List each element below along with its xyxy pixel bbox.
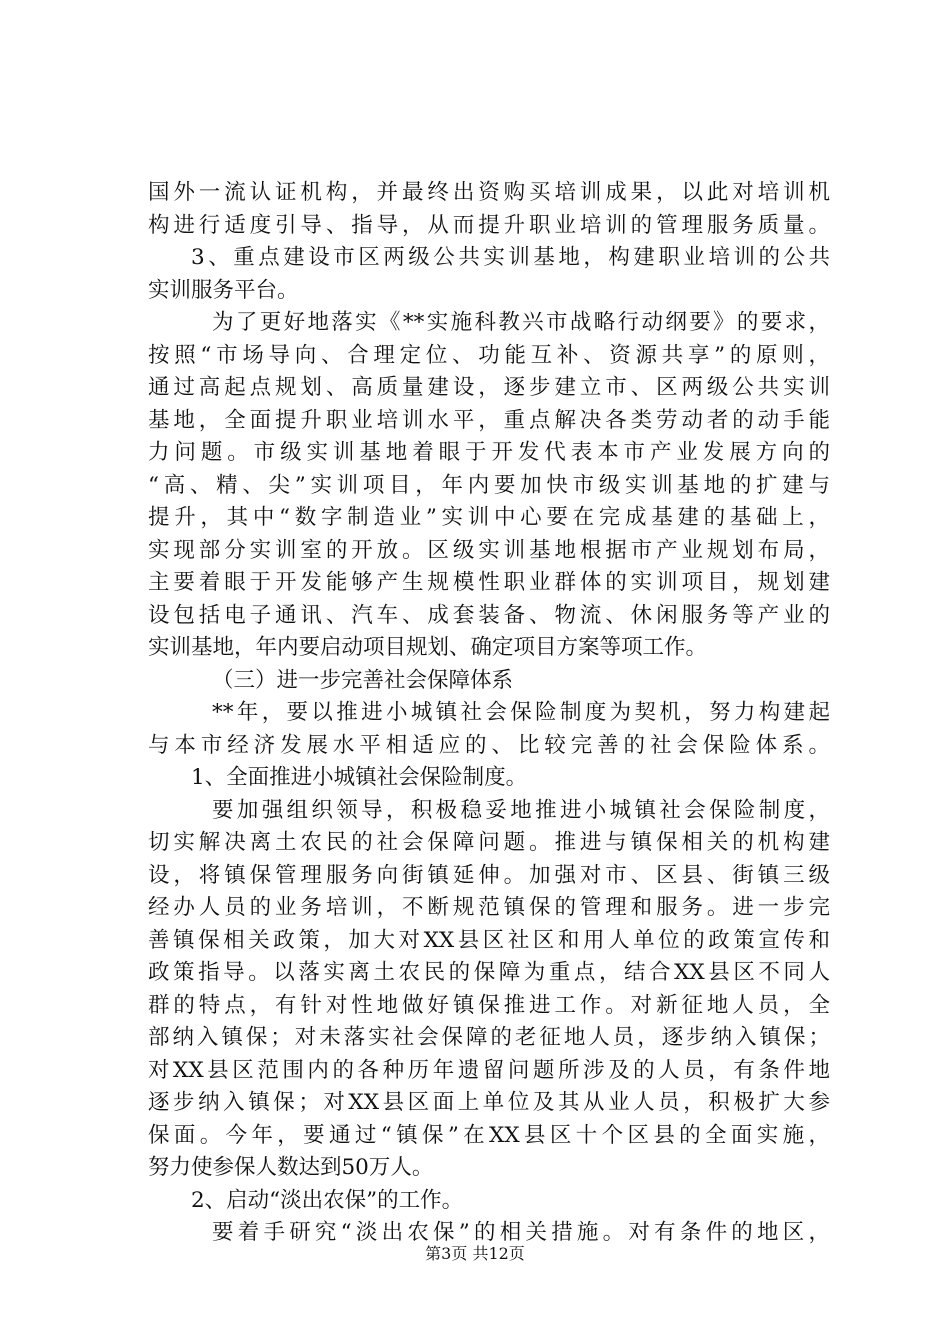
- text-line: 善镇保相关政策，加大对XX县区社区和用人单位的政策宣传和: [148, 927, 830, 953]
- page-number: 第3页 共12页: [425, 1244, 525, 1263]
- text-line: 经办人员的业务培训，不断规范镇保的管理和服务。进一步完: [148, 895, 830, 920]
- text-line: 群的特点，有针对性地做好镇保推进工作。对新征地人员，全: [148, 992, 830, 1018]
- text-line: 努力使参保人数达到50万人。: [148, 1155, 434, 1180]
- subheading: 1、全面推进小城镇社会保险制度。: [191, 765, 528, 790]
- text-line: 保面。今年，要通过“镇保”在XX县区十个区县的全面实施，: [148, 1122, 830, 1148]
- text-line: 实训服务平台。: [148, 277, 299, 303]
- text-line: 对XX县区范围内的各种历年遗留问题所涉及的人员，有条件地: [148, 1057, 830, 1083]
- text-line: “高、精、尖”实训项目，年内要加快市级实训基地的扩建与: [148, 472, 830, 498]
- text-line: 政策指导。以落实离土农民的保障为重点，结合XX县区不同人: [148, 960, 830, 985]
- text-line: 主要着眼于开发能够产生规模性职业群体的实训项目，规划建: [148, 570, 830, 595]
- text-line: 要着手研究“淡出农保”的相关措施。对有条件的地区，: [212, 1220, 830, 1245]
- text-line: 按照“市场导向、合理定位、功能互补、资源共享”的原则，: [148, 342, 830, 368]
- text-line: 设包括电子通讯、汽车、成套装备、物流、休闲服务等产业的: [148, 602, 830, 628]
- text-line: 要加强组织领导，积极稳妥地推进小城镇社会保险制度，: [212, 797, 830, 823]
- section-heading: （三）进一步完善社会保障体系: [212, 667, 514, 693]
- text-line: 切实解决离土农民的社会保障问题。推进与镇保相关的机构建: [148, 830, 830, 855]
- text-line: 为了更好地落实《**实施科教兴市战略行动纲要》的要求，: [212, 310, 830, 335]
- text-line: 力问题。市级实训基地着眼于开发代表本市产业发展方向的: [148, 440, 830, 465]
- text-line: 实训基地，年内要启动项目规划、确定项目方案等项工作。: [148, 635, 708, 660]
- text-line: 逐步纳入镇保；对XX县区面上单位及其从业人员，积极扩大参: [148, 1090, 830, 1115]
- text-line: 设，将镇保管理服务向街镇延伸。加强对市、区县、街镇三级: [148, 862, 830, 888]
- text-line: 构进行适度引导、指导，从而提升职业培训的管理服务质量。: [148, 212, 830, 238]
- document-body: [148, 177, 830, 1250]
- text-line: 3、重点建设市区两级公共实训基地，构建职业培训的公共: [191, 245, 830, 270]
- text-line: 通过高起点规划、高质量建设，逐步建立市、区两级公共实训: [148, 375, 830, 400]
- text-line: 国外一流认证机构，并最终出资购买培训成果，以此对培训机: [148, 180, 830, 205]
- text-line: 基地，全面提升职业培训水平，重点解决各类劳动者的动手能: [148, 407, 830, 433]
- text-line: 部纳入镇保；对未落实社会保障的老征地人员，逐步纳入镇保；: [148, 1025, 830, 1050]
- text-line: 提升，其中“数字制造业”实训中心要在完成基建的基础上，: [148, 505, 830, 530]
- text-line: 与本市经济发展水平相适应的、比较完善的社会保险体系。: [148, 732, 830, 758]
- text-line: 实现部分实训室的开放。区级实训基地根据市产业规划布局，: [148, 537, 830, 563]
- text-line: **年，要以推进小城镇社会保险制度为契机，努力构建起: [212, 700, 830, 725]
- subheading: 2、启动“淡出农保”的工作。: [191, 1187, 464, 1213]
